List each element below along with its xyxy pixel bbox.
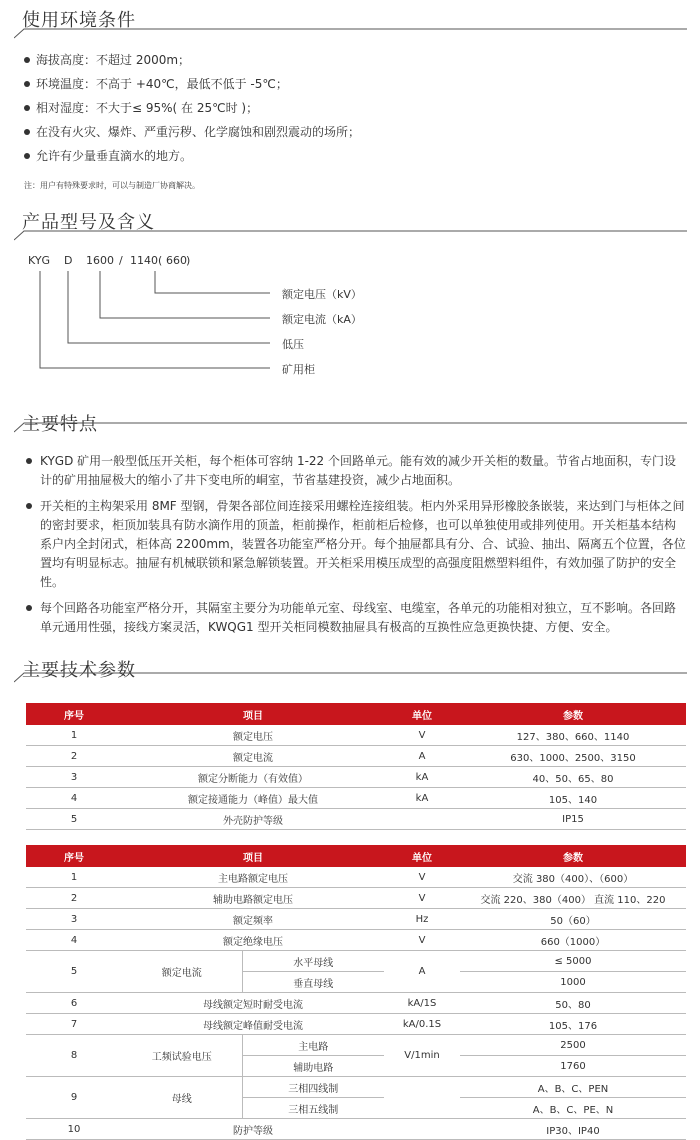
- cell-item: 额定绝缘电压: [122, 930, 384, 951]
- header-unit: 单位: [384, 703, 460, 725]
- cell-unit: kA: [384, 767, 460, 788]
- cell-unit: kA/1S: [384, 993, 460, 1014]
- table-row: [26, 788, 686, 809]
- params-section-title: 主要技术参数: [22, 660, 136, 681]
- table-header: [26, 703, 686, 725]
- cell-unit: [384, 1077, 460, 1119]
- cell-value: 105、140: [460, 788, 686, 809]
- model-code-paren-open: (: [158, 254, 163, 267]
- cell-unit: [384, 809, 460, 830]
- header-value: 参数: [460, 703, 686, 725]
- cell-unit: V: [384, 725, 460, 746]
- table-row: [26, 809, 686, 830]
- cell-item: 额定电压: [122, 725, 384, 746]
- header-no: 序号: [26, 703, 122, 725]
- cell-item: 辅助电路额定电压: [122, 888, 384, 909]
- list-item: 海拔高度：不超过 2000m；: [24, 50, 684, 70]
- model-code-paren-close: ): [186, 254, 191, 267]
- cell-unit: [384, 1119, 460, 1140]
- bullet-icon: [26, 503, 32, 509]
- table-row: [26, 1014, 686, 1035]
- list-item: 开关柜的主构架采用 8MF 型钢，骨架各部位间连接采用螺栓连接组装。柜内外采用异形橡胶条嵌装，来达到门与柜体之间的密封要求，柜顶加装具有防水滴作用的顶盖，柜前操作，柜前柜后检修，也可以单独使用或排列使用。开关柜基本结构系户内全封闭式，柜体高 2200mm，装置各功能室严格分开。每个抽屉都具有分、合、试验、抽出、隔离五个位置，各位置均有明显标志。抽屉有机械联锁和紧急解锁装置。开关柜采用模压成型的高强度阻燃塑料组件，有效加强了防护的安全性。: [26, 497, 686, 592]
- list-item: 在没有火灾、爆炸、严重污秽、化学腐蚀和剧烈震动的场所；: [24, 122, 684, 142]
- cell-no: 2: [26, 746, 122, 767]
- table-row: [26, 1077, 686, 1098]
- cell-item: 额定接通能力（峰值）最大值: [122, 788, 384, 809]
- header-item: 项目: [122, 845, 384, 867]
- env-section-title: 使用环境条件: [22, 10, 136, 31]
- cell-no: 7: [26, 1014, 122, 1035]
- model-label-mining: 矿用柜: [282, 363, 315, 376]
- section-divider: [14, 672, 687, 684]
- bullet-icon: [26, 458, 32, 464]
- cell-subitem: 三相五线制: [242, 1098, 384, 1119]
- cell-no: 2: [26, 888, 122, 909]
- model-code-kyg: KYG: [28, 254, 51, 267]
- cell-value: 交流 220、380（400） 直流 110、220: [460, 888, 686, 909]
- cell-unit: Hz: [384, 909, 460, 930]
- cell-item: 母线额定峰值耐受电流: [122, 1014, 384, 1035]
- model-label-voltage: 额定电压（kV）: [282, 288, 362, 301]
- bullet-icon: [26, 605, 32, 611]
- cell-value: 1000: [460, 972, 686, 993]
- table-row: [26, 746, 686, 767]
- model-connector-lines: [0, 265, 300, 395]
- cell-no: 6: [26, 993, 122, 1014]
- cell-value: A、B、C、PEN: [460, 1077, 686, 1098]
- cell-no: 4: [26, 930, 122, 951]
- cell-value: 660（1000）: [460, 930, 686, 951]
- cell-value: 交流 380（400）、（600）: [460, 867, 686, 888]
- cell-subitem: 垂直母线: [242, 972, 384, 993]
- cell-value: IP30、IP40: [460, 1119, 686, 1140]
- cell-subitem: 辅助电路: [242, 1056, 384, 1077]
- cell-no: 5: [26, 809, 122, 830]
- model-label-lowvoltage: 低压: [282, 338, 304, 351]
- cell-value: 1760: [460, 1056, 686, 1077]
- cell-value: 105、176: [460, 1014, 686, 1035]
- cell-value: 50（60）: [460, 909, 686, 930]
- table-header: [26, 845, 686, 867]
- params-table-1: [26, 703, 686, 830]
- cell-no: 3: [26, 909, 122, 930]
- list-item: 每个回路各功能室严格分开，其隔室主要分为功能单元室、母线室、电缆室，各单元的功能相对独立，互不影响。各回路单元通用性强，接线方案灵活，KWQG1 型开关柜同模数抽屉具有极高的互换性应急更换快捷、方便、安全。: [26, 599, 686, 637]
- cell-unit: A: [384, 746, 460, 767]
- cell-value: 630、1000、2500、3150: [460, 746, 686, 767]
- model-section-title: 产品型号及含义: [22, 212, 155, 233]
- cell-no: 5: [26, 951, 122, 993]
- cell-value: IP15: [460, 809, 686, 830]
- cell-value: A、B、C、PE、N: [460, 1098, 686, 1119]
- cell-unit: A: [384, 951, 460, 993]
- params-table-2: [26, 845, 686, 1140]
- cell-item: 额定频率: [122, 909, 384, 930]
- cell-item: 额定分断能力（有效值）: [122, 767, 384, 788]
- list-item: 环境温度：不高于 +40℃，最低不低于 -5℃；: [24, 74, 684, 94]
- list-item: KYGD 矿用一般型低压开关柜，每个柜体可容纳 1-22 个回路单元。能有效的减少开关柜的数量。节省占地面积，专门设计的矿用抽屉极大的缩小了井下变电所的峒室，节省基建投资，减少占地面积。: [26, 452, 686, 490]
- cell-unit: V: [384, 888, 460, 909]
- model-code-alt-voltage: 660: [166, 254, 187, 267]
- header-value: 参数: [460, 845, 686, 867]
- table-row: [26, 1035, 686, 1056]
- cell-item: 工频试验电压: [122, 1035, 242, 1077]
- cell-unit: kA/0.1S: [384, 1014, 460, 1035]
- cell-item: 额定电流: [122, 951, 242, 993]
- cell-no: 4: [26, 788, 122, 809]
- header-no: 序号: [26, 845, 122, 867]
- table-row: [26, 930, 686, 951]
- cell-unit: V/1min: [384, 1035, 460, 1077]
- cell-unit: kA: [384, 788, 460, 809]
- cell-no: 1: [26, 725, 122, 746]
- cell-subitem: 三相四线制: [242, 1077, 384, 1098]
- table-row: [26, 767, 686, 788]
- cell-item: 母线: [122, 1077, 242, 1119]
- model-code-current: 1600: [86, 254, 114, 267]
- cell-no: 3: [26, 767, 122, 788]
- model-diagram: [0, 0, 700, 380]
- cell-item: 防护等级: [122, 1119, 384, 1140]
- cell-item: 额定电流: [122, 746, 384, 767]
- cell-unit: V: [384, 930, 460, 951]
- features-section-title: 主要特点: [22, 414, 98, 435]
- model-code-voltage: 1140: [130, 254, 158, 267]
- table-row: [26, 951, 686, 972]
- list-item: 相对湿度：不大于≤ 95%( 在 25℃时 )；: [24, 98, 684, 118]
- cell-item: 外壳防护等级: [122, 809, 384, 830]
- cell-no: 8: [26, 1035, 122, 1077]
- model-code-d: D: [64, 254, 73, 267]
- features-list: [26, 452, 686, 644]
- cell-unit: V: [384, 867, 460, 888]
- header-unit: 单位: [384, 845, 460, 867]
- env-note: 注：用户有特殊要求时，可以与制造厂协商解决。: [24, 181, 200, 190]
- section-divider: [14, 422, 687, 434]
- table-row: [26, 867, 686, 888]
- cell-subitem: 主电路: [242, 1035, 384, 1056]
- table-row: [26, 725, 686, 746]
- cell-no: 10: [26, 1119, 122, 1140]
- table-row: [26, 888, 686, 909]
- cell-value: 50、80: [460, 993, 686, 1014]
- cell-no: 9: [26, 1077, 122, 1119]
- header-item: 项目: [122, 703, 384, 725]
- table-row: [26, 1119, 686, 1140]
- cell-no: 1: [26, 867, 122, 888]
- cell-value: ≤ 5000: [460, 951, 686, 972]
- cell-subitem: 水平母线: [242, 951, 384, 972]
- model-label-current: 额定电流（kA）: [282, 313, 362, 326]
- table-row: [26, 909, 686, 930]
- cell-item: 母线额定短时耐受电流: [122, 993, 384, 1014]
- list-item: 允许有少量垂直滴水的地方。: [24, 146, 684, 166]
- cell-item: 主电路额定电压: [122, 867, 384, 888]
- cell-value: 127、380、660、1140: [460, 725, 686, 746]
- cell-value: 40、50、65、80: [460, 767, 686, 788]
- table-row: [26, 993, 686, 1014]
- cell-value: 2500: [460, 1035, 686, 1056]
- model-code-slash: /: [119, 254, 123, 267]
